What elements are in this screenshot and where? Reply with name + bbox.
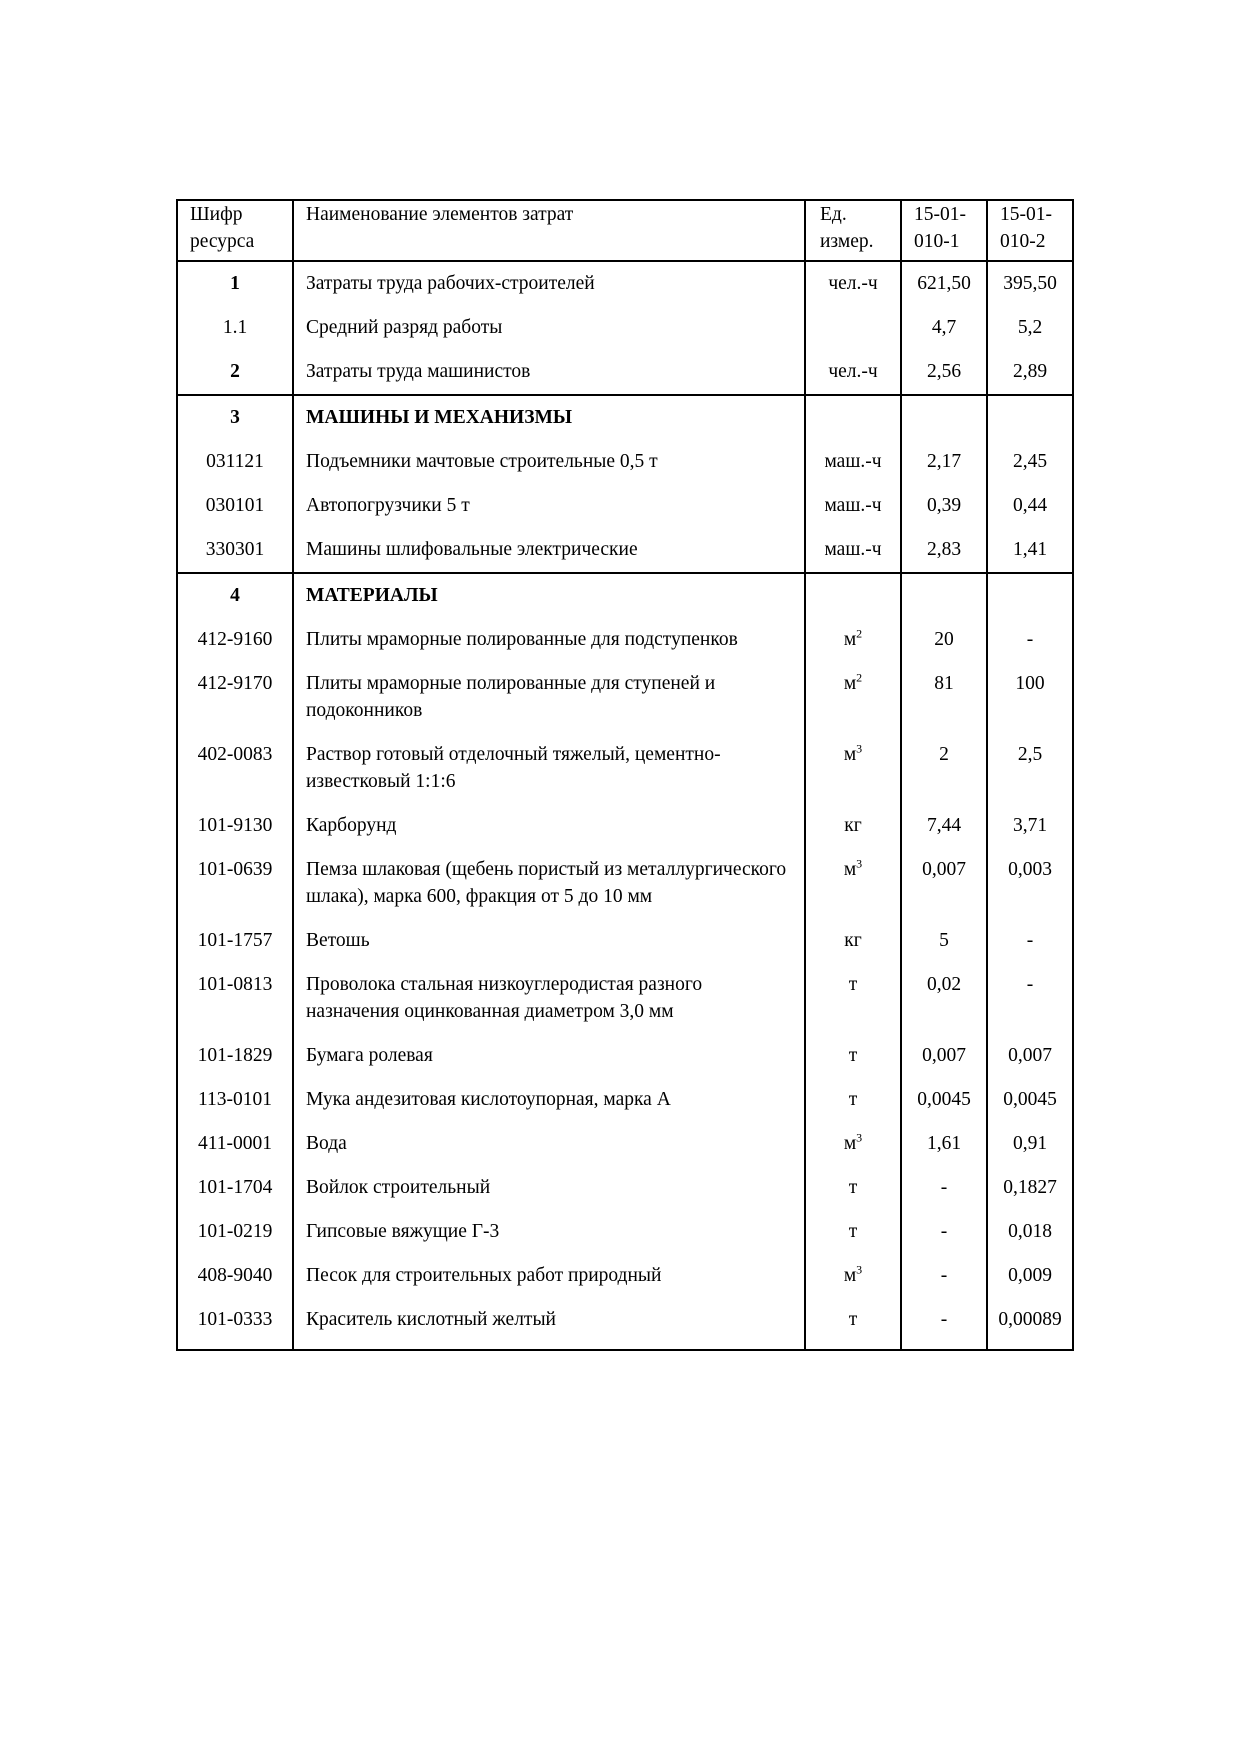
value-col1-cell: 81 — [901, 662, 987, 733]
resource-name-cell: Автопогрузчики 5 т — [293, 484, 805, 528]
value-col1-cell: - — [901, 1210, 987, 1254]
value-col2-cell: 5,2 — [987, 306, 1073, 350]
value-col2-cell: 100 — [987, 662, 1073, 733]
table-row — [177, 1122, 1073, 1166]
value-col1-cell: 2,83 — [901, 528, 987, 573]
unit-cell — [805, 261, 901, 306]
unit-cell — [805, 1078, 901, 1122]
header-code: Шифр ресурса — [177, 200, 293, 261]
value-col2-cell: 0,0045 — [987, 1078, 1073, 1122]
resource-name-cell: Плиты мраморные полированные для ступеней и подоконников — [293, 662, 805, 733]
unit-exponent: 2 — [856, 626, 863, 641]
unit-text: т — [848, 1045, 858, 1066]
value-col2-cell: - — [987, 963, 1073, 1034]
unit-text: кг — [844, 815, 862, 836]
value-col2-cell: 2,45 — [987, 440, 1073, 484]
resource-code-cell: 113-0101 — [177, 1078, 293, 1122]
header-col2: 15-01-010-2 — [987, 200, 1073, 261]
table-row — [177, 662, 1073, 733]
unit-text: т — [848, 974, 858, 995]
table-body — [177, 261, 1073, 1350]
value-col1-cell: 0,39 — [901, 484, 987, 528]
value-col1-cell: 1,61 — [901, 1122, 987, 1166]
resource-code-cell: 101-0219 — [177, 1210, 293, 1254]
unit-text: м — [843, 673, 857, 694]
table-row — [177, 528, 1073, 573]
resource-name-cell: Машины шлифовальные электрические — [293, 528, 805, 573]
value-col1-cell: 20 — [901, 618, 987, 662]
table-row — [177, 733, 1073, 804]
value-col1-cell: 2,17 — [901, 440, 987, 484]
resource-name-cell: Пемза шлаковая (щебень пористый из металлургического шлака), марка 600, фракция от 5 до 10 мм — [293, 848, 805, 919]
resource-name-cell: Краситель кислотный желтый — [293, 1298, 805, 1350]
resource-code-cell: 1.1 — [177, 306, 293, 350]
value-col1-cell: 621,50 — [901, 261, 987, 306]
unit-text: м — [843, 1133, 857, 1154]
resource-name-cell: Войлок строительный — [293, 1166, 805, 1210]
resource-name-cell: Ветошь — [293, 919, 805, 963]
unit-text: чел.-ч — [828, 273, 878, 294]
resource-name-cell: Средний разряд работы — [293, 306, 805, 350]
unit-cell — [805, 306, 901, 350]
resource-code-cell: 411-0001 — [177, 1122, 293, 1166]
table-row — [177, 963, 1073, 1034]
resource-name-cell: Проволока стальная низкоуглеродистая разного назначения оцинкованная диаметром 3,0 мм — [293, 963, 805, 1034]
unit-text: маш.-ч — [824, 451, 882, 472]
table-row — [177, 804, 1073, 848]
table-row — [177, 1254, 1073, 1298]
unit-text: м — [843, 859, 857, 880]
resource-name-cell: Затраты труда машинистов — [293, 350, 805, 395]
resource-code-cell: 101-9130 — [177, 804, 293, 848]
table-row — [177, 306, 1073, 350]
unit-cell — [805, 573, 901, 618]
value-col1-cell: 5 — [901, 919, 987, 963]
resource-code-cell: 101-0333 — [177, 1298, 293, 1350]
header-col1: 15-01-010-1 — [901, 200, 987, 261]
resource-table — [176, 199, 1074, 1351]
resource-code-cell: 412-9170 — [177, 662, 293, 733]
value-col1-cell: 0,007 — [901, 848, 987, 919]
value-col2-cell: 0,1827 — [987, 1166, 1073, 1210]
unit-text: кг — [844, 930, 862, 951]
resource-name-cell: Раствор готовый отделочный тяжелый, цементно-известковый 1:1:6 — [293, 733, 805, 804]
unit-cell — [805, 1254, 901, 1298]
unit-cell — [805, 484, 901, 528]
unit-cell — [805, 804, 901, 848]
unit-cell — [805, 733, 901, 804]
value-col2-cell: 0,44 — [987, 484, 1073, 528]
header-name: Наименование элементов затрат — [293, 200, 805, 261]
unit-cell — [805, 662, 901, 733]
value-col1-cell — [901, 395, 987, 440]
unit-text: т — [848, 1309, 858, 1330]
unit-text: м — [843, 629, 857, 650]
value-col1-cell: 7,44 — [901, 804, 987, 848]
unit-exponent: 3 — [856, 1130, 863, 1145]
value-col2-cell: 0,018 — [987, 1210, 1073, 1254]
value-col2-cell: 0,00089 — [987, 1298, 1073, 1350]
resource-code-cell: 101-0639 — [177, 848, 293, 919]
value-col2-cell: - — [987, 919, 1073, 963]
resource-code-cell: 1 — [177, 261, 293, 306]
unit-cell — [805, 618, 901, 662]
table-row — [177, 1078, 1073, 1122]
unit-cell — [805, 919, 901, 963]
value-col1-cell: 0,0045 — [901, 1078, 987, 1122]
value-col1-cell: - — [901, 1166, 987, 1210]
value-col1-cell: 2,56 — [901, 350, 987, 395]
value-col2-cell: 395,50 — [987, 261, 1073, 306]
resource-code-cell: 330301 — [177, 528, 293, 573]
unit-exponent: 3 — [856, 856, 863, 871]
value-col1-cell: 0,02 — [901, 963, 987, 1034]
resource-code-cell: 2 — [177, 350, 293, 395]
table-row — [177, 1298, 1073, 1350]
resource-code-cell: 101-1829 — [177, 1034, 293, 1078]
value-col1-cell — [901, 573, 987, 618]
table-row — [177, 618, 1073, 662]
unit-cell — [805, 440, 901, 484]
value-col2-cell: - — [987, 618, 1073, 662]
value-col2-cell: 0,91 — [987, 1122, 1073, 1166]
resource-table-sheet — [176, 199, 1072, 1351]
unit-exponent: 3 — [856, 1262, 863, 1277]
unit-cell — [805, 1034, 901, 1078]
unit-exponent: 2 — [856, 670, 863, 685]
table-row — [177, 1166, 1073, 1210]
value-col2-cell: 0,007 — [987, 1034, 1073, 1078]
unit-cell — [805, 395, 901, 440]
resource-name-cell: Песок для строительных работ природный — [293, 1254, 805, 1298]
value-col1-cell: 2 — [901, 733, 987, 804]
table-row — [177, 1210, 1073, 1254]
resource-code-cell: 101-1757 — [177, 919, 293, 963]
unit-text: м — [843, 1265, 857, 1286]
resource-name-cell: Мука андезитовая кислотоупорная, марка А — [293, 1078, 805, 1122]
resource-code-cell: 408-9040 — [177, 1254, 293, 1298]
resource-name-cell: МАТЕРИАЛЫ — [293, 573, 805, 618]
unit-cell — [805, 350, 901, 395]
table-row — [177, 848, 1073, 919]
value-col1-cell: 4,7 — [901, 306, 987, 350]
value-col2-cell: 0,003 — [987, 848, 1073, 919]
value-col2-cell: 1,41 — [987, 528, 1073, 573]
resource-code-cell: 030101 — [177, 484, 293, 528]
unit-text: т — [848, 1177, 858, 1198]
unit-cell — [805, 963, 901, 1034]
resource-code-cell: 031121 — [177, 440, 293, 484]
unit-text: маш.-ч — [824, 539, 882, 560]
table-row — [177, 261, 1073, 306]
resource-name-cell: Гипсовые вяжущие Г-3 — [293, 1210, 805, 1254]
resource-code-cell: 4 — [177, 573, 293, 618]
table-row — [177, 919, 1073, 963]
resource-code-cell: 412-9160 — [177, 618, 293, 662]
resource-name-cell: Карборунд — [293, 804, 805, 848]
resource-name-cell: Подъемники мачтовые строительные 0,5 т — [293, 440, 805, 484]
resource-code-cell: 101-0813 — [177, 963, 293, 1034]
table-row — [177, 440, 1073, 484]
value-col2-cell — [987, 573, 1073, 618]
unit-text: чел.-ч — [828, 361, 878, 382]
resource-name-cell: Плиты мраморные полированные для подступенков — [293, 618, 805, 662]
unit-exponent: 3 — [856, 741, 863, 756]
resource-name-cell: МАШИНЫ И МЕХАНИЗМЫ — [293, 395, 805, 440]
value-col1-cell: - — [901, 1298, 987, 1350]
unit-cell — [805, 528, 901, 573]
value-col2-cell: 0,009 — [987, 1254, 1073, 1298]
resource-code-cell: 3 — [177, 395, 293, 440]
table-header-row — [177, 200, 1073, 261]
unit-text: маш.-ч — [824, 495, 882, 516]
unit-cell — [805, 848, 901, 919]
unit-cell — [805, 1122, 901, 1166]
value-col2-cell — [987, 395, 1073, 440]
header-unit: Ед. измер. — [805, 200, 901, 261]
value-col2-cell: 3,71 — [987, 804, 1073, 848]
value-col2-cell: 2,89 — [987, 350, 1073, 395]
value-col2-cell: 2,5 — [987, 733, 1073, 804]
table-row — [177, 484, 1073, 528]
value-col1-cell: 0,007 — [901, 1034, 987, 1078]
resource-code-cell: 402-0083 — [177, 733, 293, 804]
unit-cell — [805, 1166, 901, 1210]
resource-name-cell: Затраты труда рабочих-строителей — [293, 261, 805, 306]
table-row — [177, 573, 1073, 618]
table-row — [177, 395, 1073, 440]
unit-text: т — [848, 1221, 858, 1242]
unit-cell — [805, 1210, 901, 1254]
value-col1-cell: - — [901, 1254, 987, 1298]
unit-text: т — [848, 1089, 858, 1110]
table-row — [177, 350, 1073, 395]
unit-text: м — [843, 744, 857, 765]
unit-cell — [805, 1298, 901, 1350]
table-row — [177, 1034, 1073, 1078]
resource-code-cell: 101-1704 — [177, 1166, 293, 1210]
resource-name-cell: Бумага ролевая — [293, 1034, 805, 1078]
resource-name-cell: Вода — [293, 1122, 805, 1166]
